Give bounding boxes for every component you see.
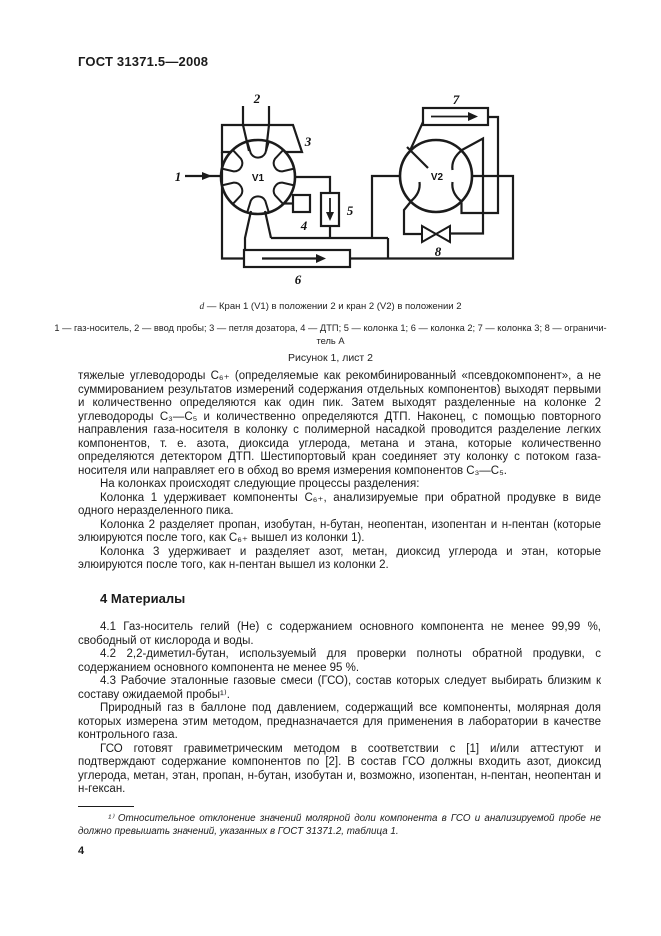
pipe-v1-to-column1: [295, 177, 330, 193]
carrier-gas-arrowhead: [202, 172, 212, 180]
pipe-v1-bottom-right: [265, 211, 271, 238]
callout-5: 5: [346, 203, 354, 218]
section-paragraph: 4.3 Рабочие эталонные газовые смеси (ГСО), состав которых следует выбирать близким к составу ожидаемой пробы¹⁾.: [78, 675, 601, 701]
section-paragraph: 4.2 2,2-диметил-бутан, используемый для проверки полноты обратной продувки, с содержанием основного компонента не менее 95 %.: [78, 648, 601, 674]
restrictor-bowtie-left: [422, 226, 436, 242]
body-paragraph: Колонка 1 удерживает компоненты С₆₊, анализируемые при обратной продувке в виде одного неразделенного пика.: [78, 491, 601, 517]
section-paragraph: 4.1 Газ-носитель гелий (Не) с содержанием основного компонента не менее 99,99 %, свободный от кислорода и воды.: [78, 621, 601, 647]
callout-7: 7: [452, 92, 460, 107]
figure-legend-line2: тель А: [316, 336, 345, 346]
footnote-block: [78, 806, 601, 838]
tcd-detector-square: [293, 195, 310, 212]
pipe-run-to-v2-left: [372, 176, 400, 238]
body-text-column: [78, 370, 601, 797]
figure-title: Рисунок 1, лист 2: [288, 352, 373, 364]
valve-scheme-figure: [158, 84, 530, 286]
figure-legend: [0, 322, 661, 348]
section-paragraph: ГСО готовят гравиметрическим методом в соответствии с [1] и/или аттестуют и подтверждают содержание компонентов по [2]. В состав ГСО должны входить азот, диоксид углерода, метан, этан, пропан, н-бутан, изобутан и, возможно, изопентан, н-пентан, неопентан и н-гексан.: [78, 742, 601, 795]
footnote-rule: [78, 806, 134, 807]
valve-1-label: V1: [251, 173, 265, 184]
callout-6: 6: [294, 272, 302, 286]
section-heading: 4 Материалы: [100, 590, 186, 606]
callout-4: 4: [300, 218, 308, 233]
figure-legend-line1: 1 — газ-носитель, 2 — ввод пробы; 3 — петля дозатора, 4 — ДТП; 5 — колонка 1; 6 — колонка 2; 7 — колонка 3; 8 — ограничи-: [54, 323, 607, 333]
callout-3: 3: [304, 134, 312, 149]
body-paragraph: тяжелые углеводороды С₆₊ (определяемые как рекомбинированный «псевдокомпонент», а не суммированием результатов измерений содержания отдельных компонентов) выходят первыми и количественно определяются как один пик. Затем выходят разделенные на колонке 2 углеводороды С₃—С₅ и количественно определяются ДТП. Наконец, с помощью повторного направления газа-носителя в колонку с полимерной насадкой проводится разделение легких компонентов, т. е. азота, диоксида углерода, метана и этана, которые количественно определяются детектором ДТП. Шестипортовый кран соединяет эту колонку с потоком газа-носителя или направляет его в обход во время измерения компонентов С₃—С₅.: [78, 370, 601, 477]
body-paragraph: Колонка 2 разделяет пропан, изобутан, н-бутан, неопентан, изопентан и н-пентан (которые элюируются после того, как С₆₊ вышел из колонки 1).: [78, 518, 601, 544]
page-number: 4: [78, 845, 85, 857]
footnote-text: ¹⁾ Относительное отклонение значений молярной доли компонента в ГСО и анализируемой пробе не должно превышать значений, указанных в ГОСТ 31371.2, таблица 1.: [78, 813, 601, 837]
restrictor-bowtie-right: [436, 226, 450, 242]
callout-1: 1: [174, 169, 182, 184]
body-paragraph: На колонках происходят следующие процессы разделения:: [100, 478, 420, 490]
section-paragraph: Природный газ в баллоне под давлением, содержащий все компоненты, молярная доля которых измерена этим методом, предназначается для применения в лаборатории в качестве контрольного газа.: [78, 702, 601, 741]
pipe-v1-bottom-left: [245, 211, 251, 250]
callout-2: 2: [253, 91, 261, 106]
standard-number-header: ГОСТ 31371.5—2008: [78, 54, 209, 69]
body-paragraph: Колонка 3 удерживает и разделяет азот, метан, диоксид углерода и этан, которые элюируются после того, как н-пентан вышел из колонки 2.: [78, 545, 601, 571]
valve-2-label: V2: [430, 172, 444, 183]
figure-caption: d — Кран 1 (V1) в положении 2 и кран 2 (V2) в положении 2: [199, 301, 462, 312]
callout-8: 8: [434, 244, 442, 259]
